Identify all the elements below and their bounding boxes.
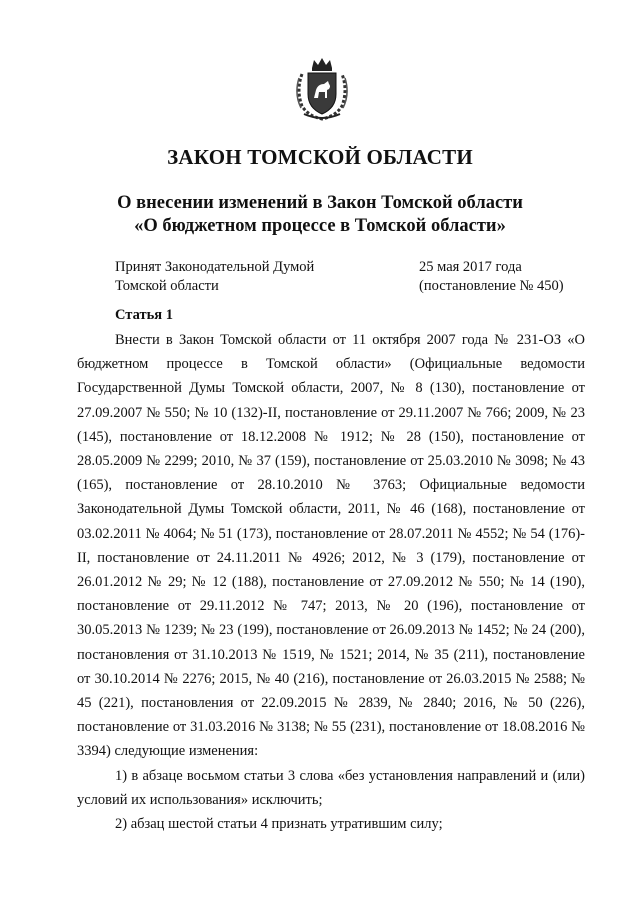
paragraph-main: Внести в Закон Томской области от 11 октября 2007 года № 231-ОЗ «О бюджетном процессе в Томской области» (Официальные ведомости Государственной Думы Томской области, 2007, № 8 (130), постановление от 27.09.2007 № 550; № 10 (132)-II, постановление от 29.11.2007 № 766; 2009, № 23 (145), постановление от 18.12.2008 № 1912; № 28 (150), постановление от 28.05.2009 № 2299; 2010, № 37 (159), постановление от 25.03.2010 № 3098; № 43 (165), постановление от 28.10.2010 № 3763; Официальные ведомости Законодательной Думы Томской области, 2011, № 46 (168), постановление от 03.02.2011 № 4064; № 51 (173), постановление от 28.07.2011 № 4552; № 54 (176)-II, постановление от 24.11.2011 № 4926; 2012, № 3 (179), постановление от 26.01.2012 № 29; № 12 (188), постановление от 27.09.2012 № 550; № 14 (190), постановление от 29.11.2012 № 747; 2013, № 20 (196), постановление от 30.05.2013 № 1239; № 23 (199), постановление от 26.09.2013 № 1452; № 24 (200), постановления от 31.10.2013 № 1519, № 1521; 2014, № 35 (211), постановление от 30.10.2014 № 2276; 2015, № 40 (216), постановление от 26.03.2015 № 2588; № 45 (221), постановления от 22.09.2015 № 2839, № 2840; 2016, № 50 (226), постановление от 31.03.2016 № 3138; № 55 (231), постановление от 18.08.2016 № 3394) следующие изменения: bbox=[77, 332, 585, 760]
date-line-2: (постановление № 450) bbox=[419, 278, 564, 294]
date-line-1: 25 мая 2017 года bbox=[419, 259, 522, 275]
subtitle-line-2: «О бюджетном процессе в Томской области» bbox=[134, 216, 506, 236]
adopted-line-2: Томской области bbox=[115, 278, 219, 294]
law-title: ЗАКОН ТОМСКОЙ ОБЛАСТИ bbox=[167, 145, 473, 169]
tomsk-region-coat-of-arms-icon bbox=[294, 56, 350, 122]
adopted-line-1: Принят Законодательной Думой bbox=[115, 259, 315, 275]
article-heading: Статья 1 bbox=[115, 307, 173, 323]
law-subtitle bbox=[0, 192, 640, 238]
article-body bbox=[77, 328, 585, 836]
paragraph-item-1: 1) в абзаце восьмом статьи 3 слова «без установления направлений и (или) условий их использования» исключить; bbox=[77, 767, 585, 808]
subtitle-line-1: О внесении изменений в Закон Томской области bbox=[117, 193, 523, 213]
adoption-date bbox=[419, 258, 599, 296]
paragraph-item-2: 2) абзац шестой статьи 4 признать утратившим силу; bbox=[115, 816, 443, 833]
adoption-body bbox=[115, 258, 415, 296]
